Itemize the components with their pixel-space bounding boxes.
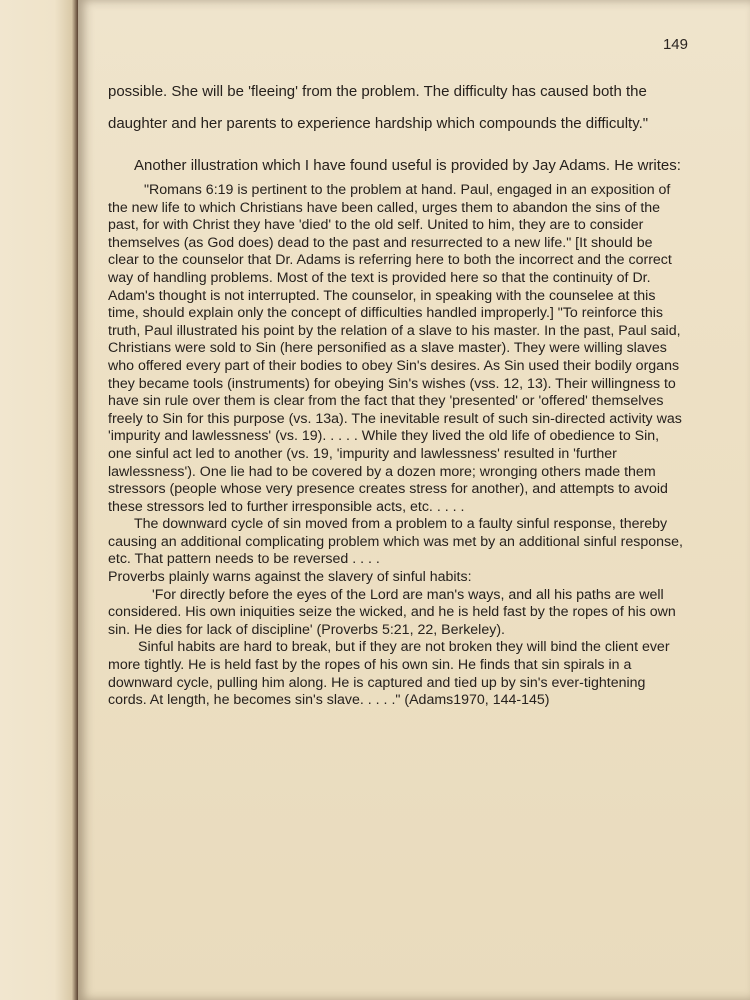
- page-text: [108, 76, 686, 710]
- paragraph-2: Another illustration which I have found useful is provided by Jay Adams. He writes:: [134, 157, 681, 174]
- scripture-quote: 'For directly before the eyes of the Lord are man's ways, and all his paths are well considered. His own iniquities seize the wicked, and he is held fast by the ropes of his own sin. He dies for lack of discipline' (Proverbs 5:21, 22, Berkeley).: [108, 586, 676, 638]
- block-quote-1: "Romans 6:19 is pertinent to the problem at hand. Paul, engaged in an exposition of the new life to which Christians have been called, urges them to abandon the sins of the past, for with Christ they have 'died' to the old self. United to him, they are to consider themselves (as God does) dead to the past and resurrected to a new life." [It should be clear to the counselor that Dr. Adams is referring here to both the incorrect and the correct way of handling problems. Most of the text is provided here so that the continuity of Dr. Adam's thought is not interrupted. The counselor, in speaking with the counselee at this time, should explain only the concept of difficulties handled improperly.] "To reinforce this truth, Paul illustrated his point by the relation of a slave to his master. In the past, Paul said, Christians were sold to Sin (here personified as a slave master). They were willing slaves who offered every part of their bodies to obey Sin's desires. As Sin used their bodily organs they became tools (instruments) for obeying Sin's wishes (vss. 12, 13). Their willingness to have sin rule over them is clear from the fact that they 'presented' or 'offered' themselves freely to Sin for this purpose (vs. 13a). The inevitable result of such sin-directed activity was 'impurity and lawlessness' (vs. 19). . . . . While they lived the old life of obedience to Sin, one sinful act led to another (vs. 19, 'impurity and lawlessness' resulted in 'further lawlessness'). One lie had to be covered by a dozen more; wronging others made them stressors (people whose very presence creates stress for another), and attempts to avoid these stressors led to further irresponsible acts, etc. . . . .: [108, 182, 682, 515]
- book-page: [78, 0, 750, 1000]
- block-quote-2: The downward cycle of sin moved from a problem to a faulty sinful response, thereby causing an additional complicating problem which was met by an additional sinful response, etc. That pattern needs to be reversed . . . .: [108, 516, 683, 568]
- paragraph-1: possible. She will be 'fleeing' from the problem. The difficulty has caused both the daughter and her parents to experience hardship which compounds the difficulty.": [108, 83, 649, 132]
- book-spine: [0, 0, 78, 1000]
- block-quote-3: Proverbs plainly warns against the slavery of sinful habits:: [108, 569, 472, 586]
- block-quote-4: Sinful habits are hard to break, but if they are not broken they will bind the client ever more tightly. He is held fast by the ropes of his own sin. He finds that sin spirals in a downward cycle, pulling him along. He is captured and tied up by sin's ever-tightening cords. At length, he becomes sin's slave. . . . ." (Adams1970, 144-145): [108, 639, 670, 709]
- page-number: 149: [662, 36, 688, 53]
